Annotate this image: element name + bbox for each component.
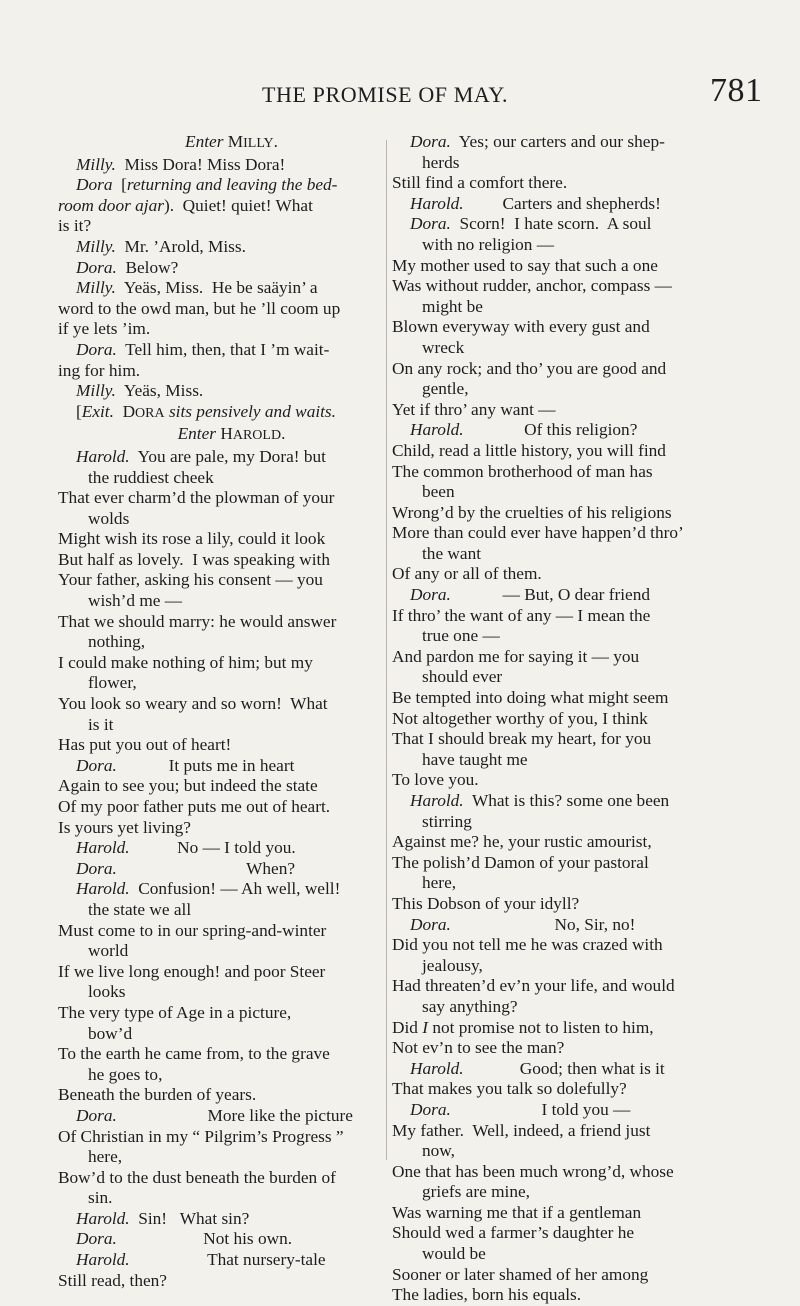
text-line: Harold. No — I told you.: [76, 838, 296, 858]
text-line: stirring: [422, 811, 472, 831]
text-line: Wrong’d by the cruelties of his religions: [392, 502, 672, 522]
text-line: Harold. You are pale, my Dora! but: [76, 446, 326, 466]
text-line: That I should break my heart, for you: [392, 729, 652, 749]
text-line: Was warning me that if a gentleman: [392, 1202, 642, 1222]
text-line: Milly. Yeäs, Miss.: [76, 381, 204, 401]
text-line: If thro’ the want of any — I mean the: [392, 605, 651, 625]
text-line: Of my poor father puts me out of heart.: [58, 797, 331, 816]
text-line: More than could ever have happen’d thro’: [392, 523, 684, 543]
text-line: he goes to,: [88, 1064, 163, 1084]
text-line: here,: [422, 873, 457, 893]
text-line: But half as lovely. I was speaking with: [58, 549, 330, 569]
text-line: gentle,: [422, 379, 469, 399]
text-line: Harold. Of this religion?: [410, 420, 638, 440]
text-line: And pardon me for saying it — you: [392, 646, 640, 666]
page-number: 781: [710, 72, 763, 109]
text-line: Not ev’n to see the man?: [392, 1038, 565, 1058]
text-line: looks: [88, 982, 126, 1002]
text-line: now,: [422, 1141, 455, 1161]
running-title: THE PROMISE OF MAY.: [262, 82, 509, 107]
text-line: Harold. Good; then what is it: [410, 1058, 665, 1078]
text-line: the want: [422, 543, 482, 563]
text-line: Beneath the burden of years.: [58, 1085, 257, 1105]
text-line: To the earth he came from, to the grave: [58, 1044, 330, 1064]
text-line: One that has been much wrong’d, whose: [392, 1161, 674, 1181]
text-line: bow’d: [88, 1023, 133, 1043]
text-line: My father. Well, indeed, a friend just: [392, 1120, 651, 1140]
text-line: Still read, then?: [58, 1270, 167, 1290]
text-line: [Exit. DORA sits pensively and waits.: [76, 401, 336, 421]
text-line: Dora. When?: [76, 858, 296, 878]
text-line: Harold. That nursery-tale: [76, 1250, 326, 1270]
text-line: The common brotherhood of man has: [392, 461, 653, 481]
text-line: Not altogether worthy of you, I think: [392, 708, 648, 728]
text-line: wreck: [422, 337, 465, 357]
text-line: Was without rudder, anchor, compass —: [392, 276, 672, 296]
text-line: Dora. More like the picture: [76, 1105, 353, 1125]
text-line: Dora [returning and leaving the bed-: [76, 175, 338, 195]
column-divider: [386, 140, 387, 1160]
text-line: Of Christian in my “ Pilgrim’s Progress ”: [58, 1126, 344, 1146]
text-line: Dora. It puts me in heart: [76, 755, 295, 775]
text-line: Yet if thro’ any want —: [392, 399, 556, 419]
text-line: Child, read a little history, you will find: [392, 440, 666, 460]
text-line: room door ajar). Quiet! quiet! What: [58, 195, 313, 215]
text-line: the state we all: [88, 899, 192, 919]
text-line: Milly. Yeäs, Miss. He be saäyin’ a: [76, 278, 318, 298]
text-line: I could make nothing of him; but my: [58, 652, 313, 672]
text-line: Dora. Below?: [76, 257, 179, 277]
text-line: would be: [422, 1244, 486, 1264]
text-line: flower,: [88, 673, 137, 693]
text-line: That ever charm’d the plowman of your: [58, 488, 335, 508]
text-line: been: [422, 482, 455, 502]
text-line: Against me? he, your rustic amourist,: [392, 832, 652, 852]
text-line: You look so weary and so worn! What: [58, 694, 328, 714]
text-line: Still find a comfort there.: [392, 173, 568, 193]
text-line: Bow’d to the dust beneath the burden of: [58, 1167, 336, 1187]
text-line: the ruddiest cheek: [88, 467, 214, 487]
text-line: if ye lets ’im.: [58, 319, 151, 339]
text-line: My mother used to say that such a one: [392, 255, 658, 275]
text-line: Harold. Confusion! — Ah well, well!: [76, 879, 341, 899]
text-line: Did you not tell me he was crazed with: [392, 935, 663, 955]
text-line: jealousy,: [422, 955, 483, 975]
text-line: nothing,: [88, 632, 146, 652]
text-line: Sooner or later shamed of her among: [392, 1264, 649, 1284]
text-line: The very type of Age in a picture,: [58, 1002, 292, 1022]
text-line: world: [88, 941, 129, 961]
text-line: griefs are mine,: [422, 1182, 530, 1202]
text-line: Milly. Mr. ’Arold, Miss.: [76, 236, 246, 256]
text-line: should ever: [422, 667, 503, 687]
text-line: The polish’d Damon of your pastoral: [392, 852, 649, 872]
text-line: ing for him.: [58, 360, 141, 380]
text-line: word to the owd man, but he ’ll coom up: [58, 298, 341, 318]
text-line: have taught me: [422, 749, 528, 769]
text-line: is it?: [58, 216, 92, 236]
text-line: Might wish its rose a lily, could it look: [58, 529, 326, 549]
text-line: Dora. Not his own.: [76, 1229, 293, 1249]
text-line: Dora. Scorn! I hate scorn. A soul: [410, 214, 652, 234]
text-line: That we should marry: he would answer: [58, 611, 337, 631]
text-line: Milly. Miss Dora! Miss Dora!: [76, 154, 286, 174]
text-line: Should wed a farmer’s daughter he: [392, 1223, 635, 1243]
text-line: On any rock; and tho’ you are good and: [392, 358, 667, 378]
text-line: Harold. What is this? some one been: [410, 791, 670, 810]
text-line: with no religion —: [422, 234, 554, 254]
text-line: Of any or all of them.: [392, 564, 542, 584]
text-line: here,: [88, 1147, 123, 1167]
text-line: Had threaten’d ev’n your life, and would: [392, 976, 675, 996]
text-line: Your father, asking his consent — you: [58, 570, 323, 590]
text-line: is it: [88, 714, 114, 734]
text-line: Is yours yet living?: [58, 817, 191, 837]
text-line: Has put you out of heart!: [58, 735, 232, 755]
text-line: true one —: [422, 626, 500, 646]
text-line: Again to see you; but indeed the state: [58, 776, 318, 796]
text-line: say anything?: [422, 996, 518, 1016]
text-line: Dora. No, Sir, no!: [410, 914, 636, 934]
text-line: Harold. Sin! What sin?: [76, 1208, 250, 1228]
text-line: Harold. Carters and shepherds!: [410, 193, 661, 213]
text-line: Blown everyway with every gust and: [392, 317, 650, 337]
text-line: The ladies, born his equals.: [392, 1285, 582, 1305]
text-line: herds: [422, 152, 460, 172]
text-line: To love you.: [392, 770, 479, 790]
left-column: [58, 132, 383, 1291]
right-column: [392, 132, 722, 1306]
text-line: Dora. Tell him, then, that I ’m wait-: [76, 339, 330, 359]
text-line: Enter HAROLD.: [177, 424, 286, 444]
text-line: Enter MILLY.: [185, 132, 278, 151]
text-line: Must come to in our spring-and-winter: [58, 920, 327, 940]
text-line: This Dobson of your idyll?: [392, 893, 580, 913]
text-line: wish’d me —: [88, 591, 183, 611]
text-line: If we live long enough! and poor Steer: [58, 961, 326, 981]
page-header: [0, 72, 800, 112]
text-line: Be tempted into doing what might seem: [392, 688, 669, 708]
text-line: That makes you talk so dolefully?: [392, 1079, 627, 1099]
text-line: sin.: [88, 1188, 113, 1208]
text-line: might be: [422, 296, 483, 316]
text-line: Did I not promise not to listen to him,: [392, 1017, 654, 1037]
text-line: Dora. Yes; our carters and our shep-: [410, 132, 665, 151]
text-line: Dora. — But, O dear friend: [410, 585, 650, 605]
text-line: wolds: [88, 508, 130, 528]
text-line: Dora. I told you —: [410, 1099, 631, 1119]
